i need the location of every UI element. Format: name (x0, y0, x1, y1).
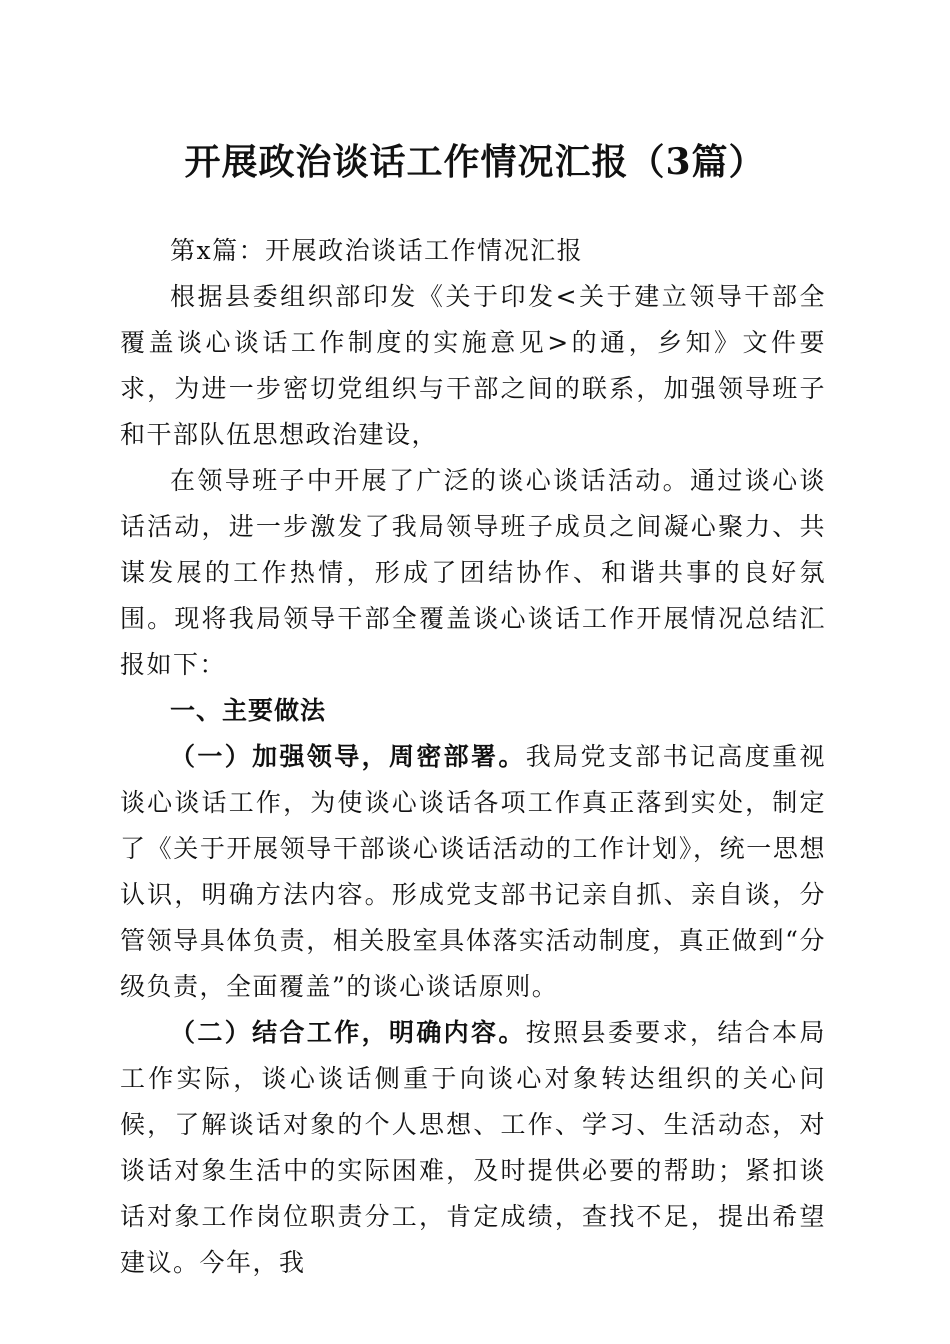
paragraph-intro-1: 根据县委组织部印发《关于印发<关于建立领导干部全覆盖谈心谈话工作制度的实施意见>的通，乡知》文件要求，为进一步密切党组织与干部之间的联系，加强领导班子和干部队伍思想政治建设， (120, 282, 826, 449)
item2-text: 按照县委要求，结合本局工作实际，谈心谈话侧重于向谈心对象转达组织的关心问候，了解谈话对象的个人思想、工作、学习、生活动态，对谈话对象生活中的实际困难，及时提供必要的帮助；紧扣谈话对象工作岗位职责分工，肯定成绩，查找不足，提出希望建议。今年，我 (120, 1018, 826, 1277)
paragraph-section1-item1 (120, 734, 826, 1010)
subtitle-line: 第x篇：开展政治谈话工作情况汇报 (170, 236, 584, 265)
paragraph-section1-item2 (120, 1010, 826, 1286)
item1-lead: （一）加强领导，周密部署。 (170, 742, 526, 771)
document-body (120, 228, 826, 1286)
item1-text: 我局党支部书记高度重视谈心谈话工作，为使谈心谈话各项工作真正落到实处，制定了《关于开展领导干部谈心谈话活动的工作计划》，统一思想认识，明确方法内容。形成党支部书记亲自抓、亲自谈，分管领导具体负责，相关股室具体落实活动制度，真正做到“分级负责，全面覆盖”的谈心谈话原则。 (120, 742, 826, 1001)
document-title: 开展政治谈话工作情况汇报（3篇） (184, 141, 766, 183)
item2-lead: （二）结合工作，明确内容。 (170, 1018, 526, 1047)
section-heading-1: 一、主要做法 (170, 696, 327, 725)
paragraph-intro-2: 在领导班子中开展了广泛的谈心谈话活动。通过谈心谈话活动，进一步激发了我局领导班子成员之间凝心聚力、共谋发展的工作热情，形成了团结协作、和谐共事的良好氛围。现将我局领导干部全覆盖谈心谈话工作开展情况总结汇报如下： (120, 466, 826, 679)
